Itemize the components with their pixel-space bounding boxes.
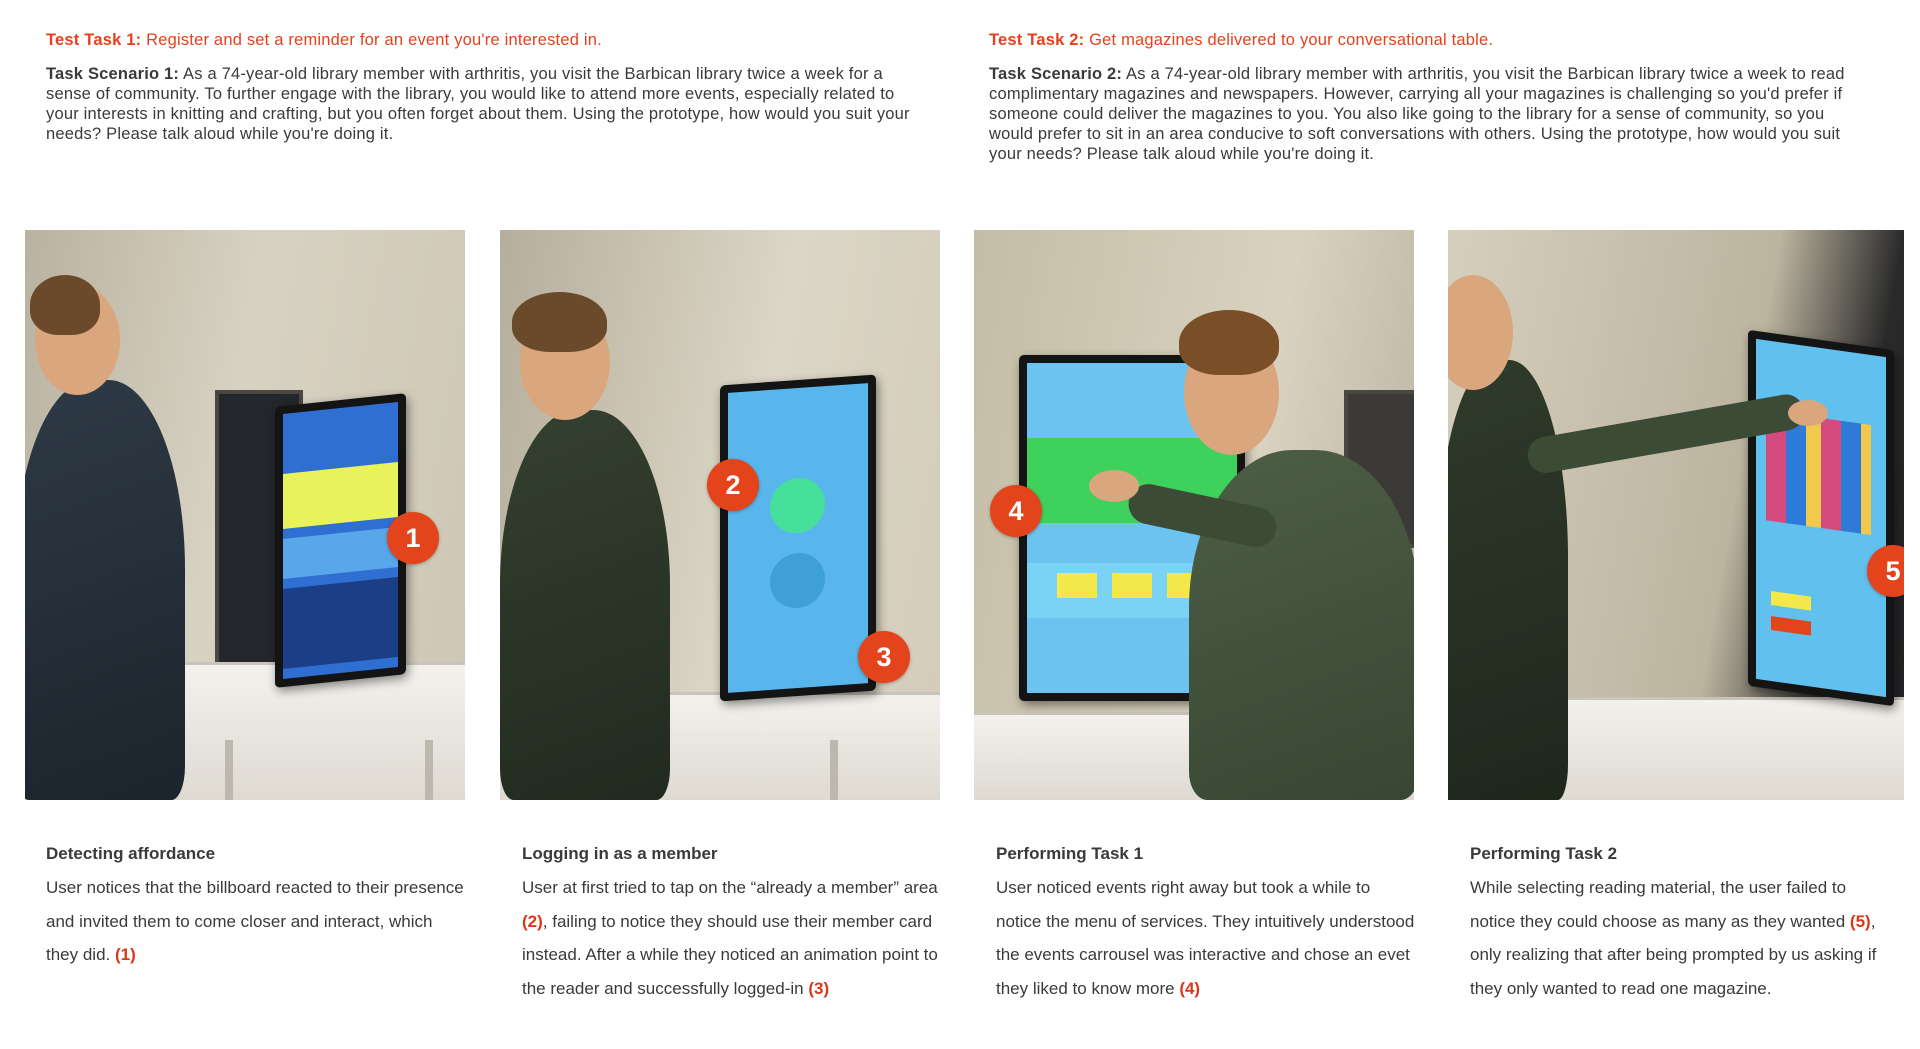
caption-body: User at first tried to tap on the “already a member” area (2), failing to notice they should use their member card instead. After a while they noticed an animation point to the reader and successfully logged-in (3)	[522, 878, 938, 998]
task-1-scenario: Task Scenario 1: As a 74-year-old library member with arthritis, you visit the Barbican library twice a week for a sense of community. To further engage with the library, you would like to attend more events, especially related to your interests in knitting and crafting, but you often forget about them. Using the prototype, how would you suit your needs? Please talk aloud while you're doing it.	[46, 65, 910, 143]
caption-performing-task-2	[1470, 843, 1890, 1005]
caption-title: Performing Task 1	[996, 844, 1144, 863]
marker-badge: 2	[707, 459, 759, 511]
caption-title: Detecting affordance	[46, 844, 216, 863]
caption-body: While selecting reading material, the user failed to notice they could choose as many as they wanted (5), only realizing that after being prompted by us asking if they only wanted to read one magazine.	[1470, 878, 1877, 998]
task-1-block	[46, 30, 926, 144]
marker-badge: 5	[1867, 545, 1904, 597]
task-1-title: Test Task 1: Register and set a reminder for an event you're interested in.	[46, 31, 602, 49]
ref-marker: (1)	[115, 945, 136, 964]
caption-detecting-affordance	[46, 843, 466, 972]
caption-body: User notices that the billboard reacted to their presence and invited them to come closer and interact, which they did. (1)	[46, 878, 464, 964]
caption-performing-task-1	[996, 843, 1416, 1005]
task-2-title: Test Task 2: Get magazines delivered to your conversational table.	[989, 31, 1494, 49]
photo-logging-in	[500, 230, 940, 800]
ref-marker: (4)	[1179, 978, 1201, 998]
marker-badge: 4	[990, 485, 1042, 537]
kiosk-screen	[1748, 330, 1894, 707]
photo-performing-task-2	[1448, 230, 1904, 800]
marker-badge: 3	[858, 631, 910, 683]
task-2-scenario: Task Scenario 2: As a 74-year-old library member with arthritis, you visit the Barbican library twice a week to read complimentary magazines and newspapers. However, carrying all your magazines is challenging so you'd prefer if someone could deliver the magazines to you. You also like going to the library for a sense of community, so you would prefer to sit in an area conducive to soft conversations with others. Using the prototype, how would you suit your needs? Please talk aloud while you're doing it.	[989, 65, 1845, 163]
marker-badge: 1	[387, 512, 439, 564]
caption-title: Logging in as a member	[522, 844, 718, 863]
ref-marker: (2)	[522, 911, 543, 931]
photo-performing-task-1	[974, 230, 1414, 800]
photo-detecting-affordance	[25, 230, 465, 800]
kiosk-screen	[720, 375, 876, 702]
ref-marker: (3)	[808, 978, 830, 998]
caption-logging-in	[522, 843, 942, 1005]
task-2-block	[989, 30, 1869, 164]
caption-title: Performing Task 2	[1470, 844, 1618, 863]
caption-body: User noticed events right away but took a while to notice the menu of services. They intuitively understood the events carrousel was interactive and chose an evet they liked to know more (4)	[996, 878, 1415, 998]
ref-marker: (5)	[1849, 911, 1871, 931]
